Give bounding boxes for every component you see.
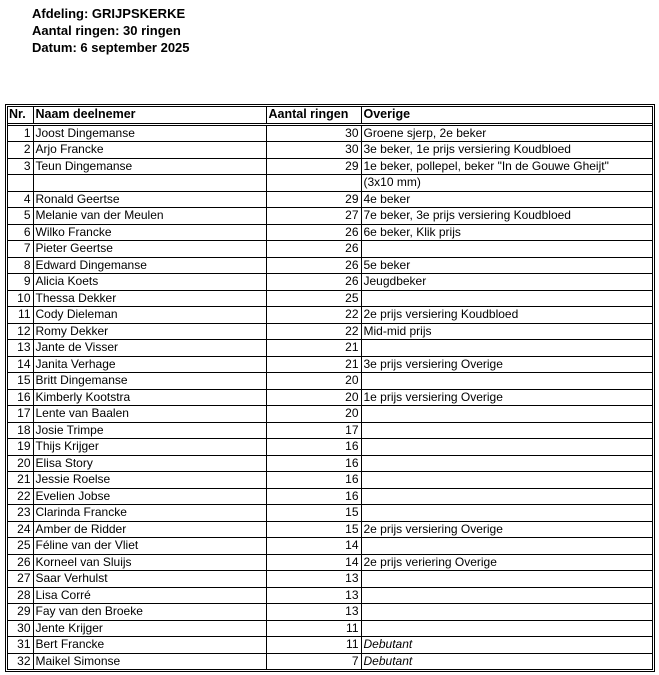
cell-naam: Edward Dingemanse xyxy=(33,257,266,274)
table-row xyxy=(8,257,652,274)
cell-overige xyxy=(361,604,652,621)
cell-nr: 12 xyxy=(8,323,33,340)
cell-nr: 15 xyxy=(8,373,33,390)
cell-naam: Thessa Dekker xyxy=(33,290,266,307)
cell-naam: Melanie van der Meulen xyxy=(33,208,266,225)
cell-naam: Bert Francke xyxy=(33,637,266,654)
cell-overige xyxy=(361,455,652,472)
table-header-row xyxy=(8,107,652,124)
table-row xyxy=(8,422,652,439)
cell-aantal-ringen: 30 xyxy=(266,142,361,159)
table-row xyxy=(8,439,652,456)
cell-aantal-ringen: 26 xyxy=(266,241,361,258)
table-row xyxy=(8,158,652,175)
cell-nr: 27 xyxy=(8,571,33,588)
cell-aantal-ringen: 26 xyxy=(266,274,361,291)
cell-overige: Debutant xyxy=(361,637,652,654)
cell-naam: Jessie Roelse xyxy=(33,472,266,489)
cell-naam: Cody Dieleman xyxy=(33,307,266,324)
cell-aantal-ringen: 15 xyxy=(266,521,361,538)
cell-nr: 5 xyxy=(8,208,33,225)
cell-nr: 20 xyxy=(8,455,33,472)
cell-aantal-ringen: 13 xyxy=(266,587,361,604)
cell-aantal-ringen: 29 xyxy=(266,191,361,208)
cell-naam: Kimberly Kootstra xyxy=(33,389,266,406)
table-row xyxy=(8,571,652,588)
cell-aantal-ringen: 11 xyxy=(266,620,361,637)
table-row xyxy=(8,340,652,357)
column-header-nr: Nr. xyxy=(8,107,33,124)
cell-overige xyxy=(361,472,652,489)
cell-nr: 25 xyxy=(8,538,33,555)
cell-aantal-ringen: 17 xyxy=(266,422,361,439)
cell-naam: Lente van Baalen xyxy=(33,406,266,423)
cell-nr: 4 xyxy=(8,191,33,208)
cell-overige: 7e beker, 3e prijs versiering Koudbloed xyxy=(361,208,652,225)
cell-overige: 1e beker, pollepel, beker "In de Gouwe Gheijt" xyxy=(361,158,652,175)
cell-naam: Amber de Ridder xyxy=(33,521,266,538)
cell-overige: Jeugdbeker xyxy=(361,274,652,291)
results-table xyxy=(8,107,652,669)
cell-naam: Féline van der Vliet xyxy=(33,538,266,555)
cell-overige: 3e beker, 1e prijs versiering Koudbloed xyxy=(361,142,652,159)
cell-naam: Joost Dingemanse xyxy=(33,124,266,142)
table-row xyxy=(8,290,652,307)
cell-nr: 18 xyxy=(8,422,33,439)
cell-naam: Lisa Corré xyxy=(33,587,266,604)
cell-nr: 6 xyxy=(8,224,33,241)
cell-nr: 19 xyxy=(8,439,33,456)
cell-nr: 2 xyxy=(8,142,33,159)
table-row xyxy=(8,505,652,522)
cell-naam: Romy Dekker xyxy=(33,323,266,340)
cell-nr: 30 xyxy=(8,620,33,637)
cell-naam: Korneel van Sluijs xyxy=(33,554,266,571)
cell-overige xyxy=(361,290,652,307)
column-header-aantal-ringen: Aantal ringen xyxy=(266,107,361,124)
cell-nr: 7 xyxy=(8,241,33,258)
cell-overige xyxy=(361,587,652,604)
table-row xyxy=(8,175,652,192)
table-row xyxy=(8,455,652,472)
table-row xyxy=(8,241,652,258)
cell-naam: Britt Dingemanse xyxy=(33,373,266,390)
cell-nr: 24 xyxy=(8,521,33,538)
cell-nr: 26 xyxy=(8,554,33,571)
cell-nr xyxy=(8,175,33,192)
cell-nr: 23 xyxy=(8,505,33,522)
cell-naam: Ronald Geertse xyxy=(33,191,266,208)
cell-aantal-ringen: 30 xyxy=(266,124,361,142)
cell-aantal-ringen: 27 xyxy=(266,208,361,225)
cell-aantal-ringen: 16 xyxy=(266,488,361,505)
table-row xyxy=(8,323,652,340)
cell-aantal-ringen: 16 xyxy=(266,455,361,472)
table-row xyxy=(8,356,652,373)
cell-overige xyxy=(361,406,652,423)
cell-nr: 13 xyxy=(8,340,33,357)
cell-overige xyxy=(361,620,652,637)
cell-nr: 11 xyxy=(8,307,33,324)
cell-overige: Mid-mid prijs xyxy=(361,323,652,340)
cell-naam: Evelien Jobse xyxy=(33,488,266,505)
cell-naam: Alicia Koets xyxy=(33,274,266,291)
column-header-overige: Overige xyxy=(361,107,652,124)
cell-naam: Saar Verhulst xyxy=(33,571,266,588)
cell-nr: 31 xyxy=(8,637,33,654)
cell-naam: Janita Verhage xyxy=(33,356,266,373)
cell-aantal-ringen: 26 xyxy=(266,224,361,241)
table-row xyxy=(8,389,652,406)
table-row xyxy=(8,142,652,159)
cell-naam: Pieter Geertse xyxy=(33,241,266,258)
column-header-naam: Naam deelnemer xyxy=(33,107,266,124)
cell-naam: Clarinda Francke xyxy=(33,505,266,522)
table-row xyxy=(8,604,652,621)
document-header xyxy=(32,5,190,56)
cell-overige xyxy=(361,488,652,505)
table-row xyxy=(8,274,652,291)
cell-naam: Arjo Francke xyxy=(33,142,266,159)
cell-naam: Elisa Story xyxy=(33,455,266,472)
cell-aantal-ringen: 20 xyxy=(266,406,361,423)
cell-overige: 1e prijs versiering Overige xyxy=(361,389,652,406)
table-row xyxy=(8,208,652,225)
cell-aantal-ringen: 22 xyxy=(266,307,361,324)
cell-overige: 4e beker xyxy=(361,191,652,208)
cell-nr: 28 xyxy=(8,587,33,604)
table-row xyxy=(8,521,652,538)
table-row xyxy=(8,587,652,604)
cell-overige: Groene sjerp, 2e beker xyxy=(361,124,652,142)
cell-overige xyxy=(361,505,652,522)
cell-overige: Debutant xyxy=(361,653,652,669)
cell-naam: Jente Krijger xyxy=(33,620,266,637)
cell-aantal-ringen: 14 xyxy=(266,554,361,571)
table-row xyxy=(8,637,652,654)
afdeling-label: Afdeling: GRIJPSKERKE xyxy=(32,6,186,21)
cell-aantal-ringen: 20 xyxy=(266,389,361,406)
cell-aantal-ringen: 16 xyxy=(266,439,361,456)
table-row xyxy=(8,554,652,571)
aantal-ringen-label: Aantal ringen: 30 ringen xyxy=(32,23,181,38)
cell-overige xyxy=(361,571,652,588)
table-row xyxy=(8,406,652,423)
cell-naam: Fay van den Broeke xyxy=(33,604,266,621)
cell-aantal-ringen: 21 xyxy=(266,356,361,373)
table-row xyxy=(8,191,652,208)
cell-aantal-ringen: 13 xyxy=(266,571,361,588)
table-body xyxy=(8,124,652,669)
cell-overige xyxy=(361,538,652,555)
table-row xyxy=(8,620,652,637)
cell-aantal-ringen: 21 xyxy=(266,340,361,357)
cell-overige: (3x10 mm) xyxy=(361,175,652,192)
cell-nr: 9 xyxy=(8,274,33,291)
cell-nr: 1 xyxy=(8,124,33,142)
cell-overige: 5e beker xyxy=(361,257,652,274)
datum-label: Datum: 6 september 2025 xyxy=(32,40,190,55)
table-row xyxy=(8,224,652,241)
cell-nr: 8 xyxy=(8,257,33,274)
cell-aantal-ringen: 20 xyxy=(266,373,361,390)
cell-overige xyxy=(361,373,652,390)
table-row xyxy=(8,124,652,142)
cell-naam: Teun Dingemanse xyxy=(33,158,266,175)
cell-naam: Josie Trimpe xyxy=(33,422,266,439)
cell-overige: 2e prijs versiering Koudbloed xyxy=(361,307,652,324)
cell-nr: 22 xyxy=(8,488,33,505)
cell-naam: Wilko Francke xyxy=(33,224,266,241)
cell-overige: 6e beker, Klik prijs xyxy=(361,224,652,241)
cell-aantal-ringen: 11 xyxy=(266,637,361,654)
cell-aantal-ringen: 25 xyxy=(266,290,361,307)
cell-nr: 14 xyxy=(8,356,33,373)
cell-aantal-ringen: 22 xyxy=(266,323,361,340)
table-row xyxy=(8,488,652,505)
cell-overige: 2e prijs veriering Overige xyxy=(361,554,652,571)
cell-naam: Jante de Visser xyxy=(33,340,266,357)
cell-aantal-ringen: 29 xyxy=(266,158,361,175)
cell-nr: 3 xyxy=(8,158,33,175)
cell-overige xyxy=(361,439,652,456)
cell-aantal-ringen: 14 xyxy=(266,538,361,555)
cell-aantal-ringen: 15 xyxy=(266,505,361,522)
cell-overige: 2e prijs versiering Overige xyxy=(361,521,652,538)
cell-nr: 17 xyxy=(8,406,33,423)
cell-nr: 21 xyxy=(8,472,33,489)
table-row xyxy=(8,307,652,324)
cell-aantal-ringen: 13 xyxy=(266,604,361,621)
cell-aantal-ringen: 7 xyxy=(266,653,361,669)
cell-naam xyxy=(33,175,266,192)
cell-nr: 32 xyxy=(8,653,33,669)
cell-aantal-ringen: 16 xyxy=(266,472,361,489)
cell-overige: 3e prijs versiering Overige xyxy=(361,356,652,373)
cell-aantal-ringen xyxy=(266,175,361,192)
table-row xyxy=(8,653,652,669)
results-table-frame xyxy=(5,104,655,672)
cell-nr: 16 xyxy=(8,389,33,406)
cell-nr: 10 xyxy=(8,290,33,307)
table-row xyxy=(8,373,652,390)
cell-aantal-ringen: 26 xyxy=(266,257,361,274)
cell-overige xyxy=(361,241,652,258)
cell-naam: Maikel Simonse xyxy=(33,653,266,669)
cell-nr: 29 xyxy=(8,604,33,621)
table-row xyxy=(8,472,652,489)
cell-overige xyxy=(361,340,652,357)
cell-naam: Thijs Krijger xyxy=(33,439,266,456)
cell-overige xyxy=(361,422,652,439)
table-row xyxy=(8,538,652,555)
